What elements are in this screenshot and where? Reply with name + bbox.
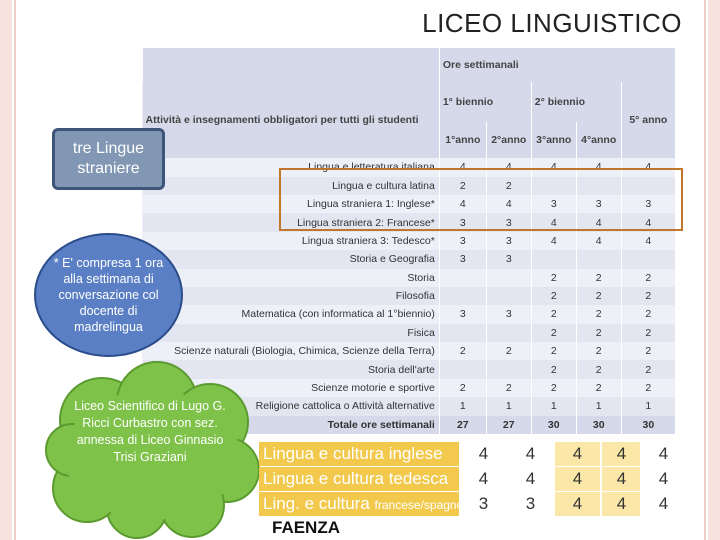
hours-cell: 4 [576, 213, 621, 231]
table-row [143, 342, 676, 360]
hours-cell: 1 [576, 397, 621, 415]
summary-value: 4 [572, 469, 583, 488]
hours-cell: 4 [621, 158, 675, 176]
hours-cell: 3 [439, 213, 486, 231]
hours-cell: 3 [486, 213, 531, 231]
summary-value: 4 [616, 469, 627, 488]
table-row [143, 250, 676, 268]
hours-cell: 2 [531, 324, 576, 342]
summary-row-tedesca [259, 467, 686, 491]
hours-cell: 2 [621, 287, 675, 305]
footer-location: FAENZA [272, 518, 340, 537]
total-value: 27 [486, 416, 531, 434]
hours-cell: 2 [531, 269, 576, 287]
summary-row-inglese [259, 442, 686, 466]
summary-label: Lingua e cultura tedesca [263, 469, 449, 488]
hours-cell: 4 [439, 158, 486, 176]
subject-label: Lingua straniera 2: Francese* [143, 213, 440, 231]
subject-label: Storia e Geografia [143, 250, 440, 268]
header-anno2: 2°anno [486, 122, 531, 159]
header-spacer [143, 48, 440, 82]
summary-value: 4 [616, 494, 627, 513]
conversation-note-text: * E' compresa 1 ora alla settimana di conversazione col docente di madrelingua [53, 256, 164, 334]
hours-cell [486, 287, 531, 305]
hours-cell: 4 [531, 213, 576, 231]
languages-highlight-frame [279, 168, 683, 231]
hours-cell: 2 [576, 379, 621, 397]
hours-cell [439, 269, 486, 287]
hours-cell: 4 [439, 195, 486, 213]
hours-cell: 3 [621, 195, 675, 213]
hours-cell: 2 [439, 177, 486, 195]
summary-label-small: francese/spagnola [374, 498, 473, 512]
summary-row-francese [259, 492, 686, 516]
hours-cell: 2 [621, 379, 675, 397]
summary-label-main: Ling. e cultura [263, 494, 370, 513]
table-row [143, 324, 676, 342]
language-summary-band [259, 442, 686, 514]
hours-cell: 2 [439, 342, 486, 360]
total-value: 30 [621, 416, 675, 434]
hours-cell: 1 [486, 397, 531, 415]
hours-cell: 2 [621, 342, 675, 360]
hours-cell: 2 [621, 305, 675, 323]
hours-cell: 4 [531, 158, 576, 176]
hours-cell: 2 [439, 379, 486, 397]
hours-cell: 1 [439, 397, 486, 415]
hours-cell [486, 360, 531, 378]
header-anno1: 1°anno [439, 122, 486, 159]
hours-cell: 1 [531, 397, 576, 415]
table-row [143, 232, 676, 250]
summary-value: 4 [658, 469, 669, 488]
summary-value: 4 [478, 469, 489, 488]
summary-value: 4 [572, 444, 583, 463]
table-row [143, 287, 676, 305]
table-row [143, 305, 676, 323]
subject-label: Scienze naturali (Biologia, Chimica, Scienze della Terra) [174, 345, 435, 358]
header-biennio1: 1° biennio [439, 82, 531, 122]
header-ore: Ore settimanali [439, 48, 675, 82]
summary-value: 3 [478, 494, 489, 513]
subject-label: Religione cattolica o Attività alternative [143, 397, 440, 415]
hours-cell [439, 287, 486, 305]
hours-cell: 2 [531, 305, 576, 323]
hours-cell: 3 [486, 250, 531, 268]
hours-cell: 2 [531, 287, 576, 305]
summary-value: 4 [525, 469, 536, 488]
hours-cell: 2 [531, 342, 576, 360]
subject-label: Filosofia [143, 287, 440, 305]
subject-label: Scienze motorie e sportive [311, 381, 435, 394]
hours-cell: 2 [486, 177, 531, 195]
hours-cell: 1 [621, 397, 675, 415]
decor-stripe-right [708, 0, 720, 540]
header-anno3: 3°anno [531, 122, 576, 159]
hours-cell: 3 [486, 305, 531, 323]
total-value: 30 [531, 416, 576, 434]
hours-cell: 2 [486, 342, 531, 360]
summary-value: 4 [525, 444, 536, 463]
hours-cell: 3 [576, 195, 621, 213]
hours-cell: 3 [486, 232, 531, 250]
hours-cell [486, 269, 531, 287]
summary-label: Lingua e cultura inglese [263, 444, 443, 463]
subject-label: Lingua straniera 1: Inglese* [306, 198, 435, 211]
hours-cell: 3 [439, 232, 486, 250]
decor-stripe-left [0, 0, 12, 540]
hours-cell [439, 360, 486, 378]
total-label: Totale ore settimanali [143, 416, 440, 434]
page-title: LICEO LINGUISTICO [422, 8, 682, 38]
conversation-note-circle [34, 233, 183, 357]
header-main: Attività e insegnamenti obbligatori per tutti gli studenti [143, 82, 440, 159]
hours-cell: 2 [576, 287, 621, 305]
hours-cell [486, 324, 531, 342]
header-anno4: 4°anno [576, 122, 621, 159]
subject-label: Storia [407, 271, 435, 284]
hours-cell [531, 250, 576, 268]
summary-value: 3 [525, 494, 536, 513]
subject-label: Matematica (con informatica al 1°biennio) [241, 308, 435, 321]
cloud-text: Liceo Scientifico di Lugo G. Ricci Curbastro con sez. annessa di Liceo Ginnasio Trisi Graziani [74, 399, 226, 464]
hours-cell: 2 [576, 342, 621, 360]
subject-label: Fisica [143, 324, 440, 342]
table-row [143, 269, 676, 287]
hours-cell: 4 [621, 213, 675, 231]
hours-cell: 4 [486, 195, 531, 213]
hours-cell: 4 [576, 232, 621, 250]
hours-cell: 4 [576, 158, 621, 176]
hours-cell: 2 [621, 324, 675, 342]
hours-cell [439, 324, 486, 342]
header-biennio2: 2° biennio [531, 82, 621, 122]
subject-label: Lingua e cultura latina [143, 177, 440, 195]
hours-cell: 2 [531, 379, 576, 397]
hours-cell: 3 [439, 250, 486, 268]
header-anno5: 5° anno [621, 82, 675, 159]
summary-label [263, 492, 473, 516]
total-value: 27 [439, 416, 486, 434]
hours-cell [621, 250, 675, 268]
subject-label: Lingua straniera 3: Tedesco* [301, 234, 435, 247]
hours-cell: 3 [531, 195, 576, 213]
hours-cell: 4 [531, 232, 576, 250]
lingue-callout-box: tre Lingue straniere [52, 128, 165, 190]
subject-label: Storia dell'arte [143, 360, 440, 378]
hours-cell: 2 [621, 360, 675, 378]
summary-value: 4 [478, 444, 489, 463]
hours-cell: 2 [621, 269, 675, 287]
summary-value: 4 [658, 444, 669, 463]
hours-cell: 2 [576, 305, 621, 323]
decor-stripe-right-line [704, 0, 706, 540]
hours-cell: 4 [621, 232, 675, 250]
hours-cell: 2 [576, 324, 621, 342]
hours-cell: 2 [486, 379, 531, 397]
summary-value: 4 [616, 444, 627, 463]
hours-cell: 3 [439, 305, 486, 323]
hours-cell: 4 [486, 158, 531, 176]
summary-value: 4 [658, 494, 669, 513]
hours-cell: 2 [531, 360, 576, 378]
summary-value: 4 [572, 494, 583, 513]
hours-cell: 2 [576, 269, 621, 287]
decor-stripe-left-line [14, 0, 16, 540]
hours-cell: 2 [576, 360, 621, 378]
subject-label: Lingua e letteratura italiana [308, 161, 435, 174]
hours-cell [576, 250, 621, 268]
total-value: 30 [576, 416, 621, 434]
